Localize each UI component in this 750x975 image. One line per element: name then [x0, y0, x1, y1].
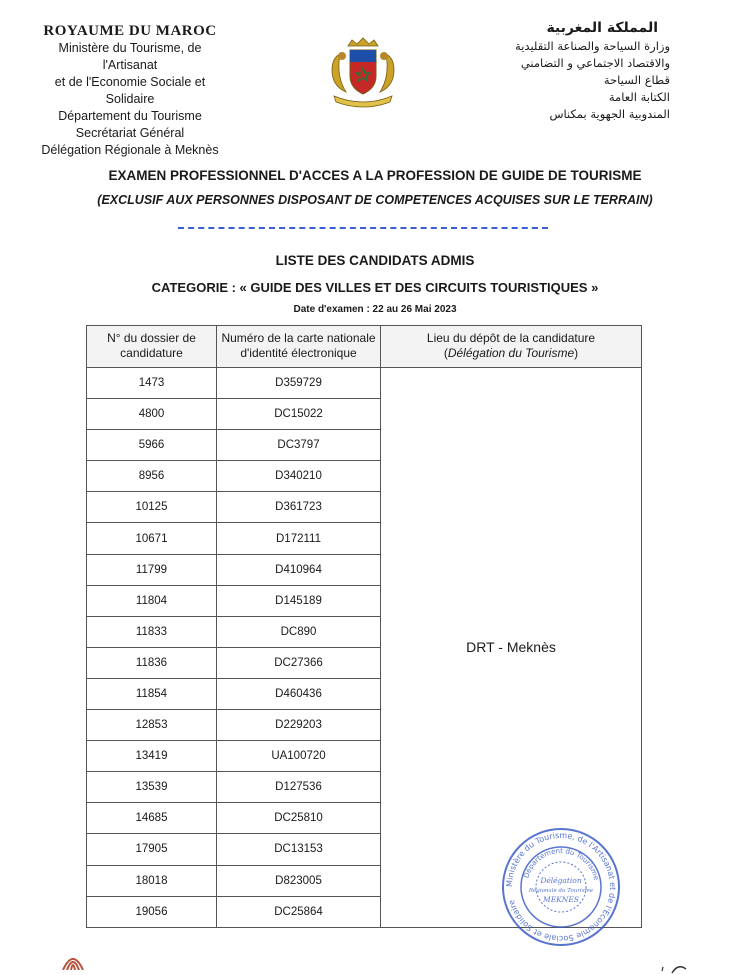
table-row — [87, 368, 642, 399]
dossier-number-cell: 11799 — [87, 554, 217, 585]
dossier-number-cell: 5966 — [87, 430, 217, 461]
exam-title: EXAMEN PROFESSIONNEL D'ACCES A LA PROFESSION DE GUIDE DE TOURISME — [108, 168, 642, 183]
stamp-center-line: Délégation — [540, 876, 582, 885]
category-title: CATEGORIE : « GUIDE DES VILLES ET DES CIRCUITS TOURISTIQUES » — [151, 280, 599, 295]
id-card-number-cell: D359729 — [217, 368, 381, 399]
id-card-number-cell: DC890 — [217, 616, 381, 647]
secretariat-line: Secrétariat Général — [75, 126, 185, 140]
dashed-divider — [178, 227, 548, 229]
id-card-number-cell: D361723 — [217, 492, 381, 523]
delegation-line: Délégation Régionale à Meknès — [41, 143, 219, 157]
header-right — [470, 18, 670, 123]
stamp-center-line: MEKNES — [543, 895, 579, 904]
dossier-number-cell: 17905 — [87, 834, 217, 865]
id-card-number-cell: DC27366 — [217, 647, 381, 678]
id-card-number-cell: D127536 — [217, 772, 381, 803]
dossier-number-cell: 10125 — [87, 492, 217, 523]
official-stamp — [500, 826, 622, 948]
header-deposit-location-sub: (Délégation du Tourisme) — [443, 346, 579, 360]
dossier-number-cell: 11854 — [87, 678, 217, 709]
id-card-number-cell: D172111 — [217, 523, 381, 554]
delegation-line-ar: المندوبية الجهوية بمكناس — [549, 107, 670, 121]
department-line: Département du Tourisme — [58, 109, 202, 123]
stamp-center-line: Régionale du Tourisme — [528, 888, 594, 894]
dossier-number-cell: 11836 — [87, 647, 217, 678]
coat-of-arms-icon — [326, 36, 400, 112]
id-card-number-cell: D460436 — [217, 678, 381, 709]
dossier-number-cell: 19056 — [87, 896, 217, 927]
header-deposit-location-main: Lieu du dépôt de la candidature — [426, 331, 596, 345]
id-card-number-cell: D410964 — [217, 554, 381, 585]
deposit-location-cell: DRT - Meknès — [381, 368, 642, 928]
id-card-number-cell: DC25864 — [217, 896, 381, 927]
id-card-number-cell: DC15022 — [217, 399, 381, 430]
id-card-number-cell: UA100720 — [217, 741, 381, 772]
exam-date: Date d'examen : 22 au 26 Mai 2023 — [293, 304, 457, 315]
dossier-number-cell: 13419 — [87, 741, 217, 772]
footer-logo-icon — [60, 950, 86, 970]
secretariat-line-ar: الكتابة العامة — [608, 90, 670, 104]
header-id-card-number: Numéro de la carte nationale d'identité électronique — [217, 326, 381, 368]
id-card-number-cell: D340210 — [217, 461, 381, 492]
id-card-number-cell: D145189 — [217, 585, 381, 616]
dossier-number-cell: 1473 — [87, 368, 217, 399]
header-dossier-number: N° du dossier de candidature — [87, 326, 217, 368]
list-title: LISTE DES CANDIDATS ADMIS — [275, 253, 475, 268]
header-deposit-location — [381, 326, 642, 368]
dossier-number-cell: 13539 — [87, 772, 217, 803]
dossier-number-cell: 14685 — [87, 803, 217, 834]
stamp-inner-text: Département du Tourisme — [522, 846, 601, 882]
dossier-number-cell: 11833 — [87, 616, 217, 647]
ministry-line-ar: والاقتصاد الاجتماعي و التضامني — [520, 56, 670, 70]
id-card-number-cell: DC25810 — [217, 803, 381, 834]
ministry-line-ar: وزارة السياحة والصناعة التقليدية — [515, 39, 670, 53]
dossier-number-cell: 11804 — [87, 585, 217, 616]
kingdom-name-ar: المملكة المغربية — [546, 20, 658, 36]
dossier-number-cell: 8956 — [87, 461, 217, 492]
dossier-number-cell: 18018 — [87, 865, 217, 896]
id-card-number-cell: D229203 — [217, 710, 381, 741]
dossier-number-cell: 12853 — [87, 710, 217, 741]
id-card-number-cell: D823005 — [217, 865, 381, 896]
table-header-row — [87, 326, 642, 368]
exam-subtitle: (EXCLUSIF AUX PERSONNES DISPOSANT DE COMPETENCES ACQUISES SUR LE TERRAIN) — [97, 193, 653, 207]
stamp-ring-text: Ministère du Tourisme, de l'Artisanat et de l'Economie Sociale et Solidaire — [504, 830, 618, 944]
dossier-number-cell: 4800 — [87, 399, 217, 430]
page-corner-mark-icon — [660, 955, 690, 975]
ministry-line: et de l'Economie Sociale et Solidaire — [54, 75, 206, 106]
header-left — [30, 22, 230, 159]
kingdom-name-fr: ROYAUME DU MAROC — [43, 23, 217, 39]
id-card-number-cell: DC3797 — [217, 430, 381, 461]
sector-line-ar: قطاع السياحة — [603, 73, 670, 87]
id-card-number-cell: DC13153 — [217, 834, 381, 865]
dossier-number-cell: 10671 — [87, 523, 217, 554]
ministry-line: Ministère du Tourisme, de l'Artisanat — [58, 41, 202, 72]
